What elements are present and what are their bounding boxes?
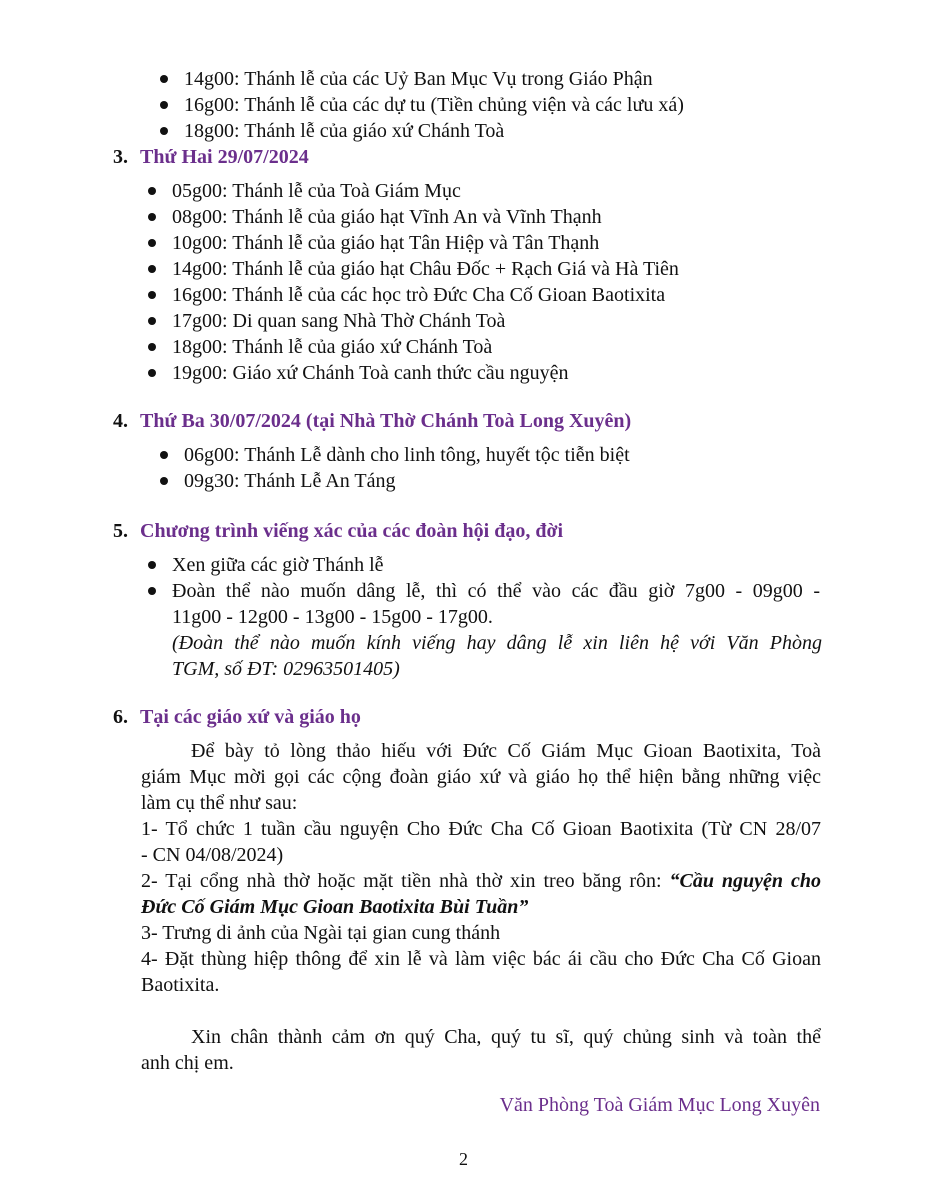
banner-text-line2: Đức Cố Giám Mục Gioan Baotixita Bùi Tuần” [141,896,529,918]
list-item: 16g00: Thánh lễ của các dự tu (Tiền chủng viện và các lưu xá) [160,92,684,118]
list-item: 05g00: Thánh lễ của Toà Giám Mục [148,178,679,204]
bullet-icon [148,291,156,299]
banner-text: “Cầu nguyện cho [669,870,822,892]
bullet-icon [148,343,156,351]
section4-list [160,442,630,494]
list-item: 09g30: Thánh Lễ An Táng [160,468,630,494]
banner-line: 2- Tại cổng nhà thờ hoặc mặt tiền nhà thờ xin treo băng rôn: “Cầu nguyện cho [141,870,822,892]
list-item: 14g00: Thánh lễ của các Uỷ Ban Mục Vụ trong Giáo Phận [160,66,684,92]
list-item: 16g00: Thánh lễ của các học trò Đức Cha Cố Gioan Baotixita [148,282,679,308]
section5-heading: 5. Chương trình viếng xác của các đoàn hội đạo, đời [113,520,564,542]
section3-heading: 3. Thứ Hai 29/07/2024 [113,146,309,168]
section3-list [148,178,679,386]
bullet-icon [148,587,156,595]
list-item: 17g00: Di quan sang Nhà Thờ Chánh Toà [148,308,679,334]
bullet-icon [148,317,156,325]
closing-text: Xin chân thành cảm ơn quý Cha, quý tu sĩ, quý chủng sinh và toàn thể [191,1026,821,1048]
list-item: Xen giữa các giờ Thánh lễ [148,552,820,578]
bullet-icon [160,101,168,109]
bullet-icon [148,561,156,569]
list-item: 14g00: Thánh lễ của giáo hạt Châu Đốc + Rạch Giá và Hà Tiên [148,256,679,282]
list-item: 08g00: Thánh lễ của giáo hạt Vĩnh An và Vĩnh Thạnh [148,204,679,230]
bullet-icon [148,265,156,273]
contact-note-line2: TGM, số ĐT: 02963501405) [172,658,400,680]
closing-text-line2: anh chị em. [141,1052,234,1074]
page-number: 2 [459,1149,468,1169]
section6-body: Để bày tỏ lòng thảo hiếu với Đức Cố Giám Mục Gioan Baotixita, Toà giám Mục mời gọi các cộng đoàn giáo xứ và giáo họ thể hiện bằng những việc làm cụ thể như sau: 1- Tổ chức 1 tuần cầu nguyện Cho Đức Cha Cố Gioan Baotixita (Từ CN 28/07 - CN 04/08/2024) 2- Tại cổng nhà thờ hoặc mặt tiền nhà thờ xin treo băng rôn: “Cầu nguyện cho Đức Cố Giám Mục Gioan Baotixita Bùi Tuần” 3- Trưng di ảnh của Ngài tại gian cung thánh 4- Đặt thùng hiệp thông để xin lễ và làm việc bác ái cầu cho Đức Cha Cố Gioan Baotixita. Xin chân thành cảm ơn quý Cha, quý tu sĩ, quý chủng sinh và toàn thể anh chị em. [141,740,822,1074]
bullet-icon [148,239,156,247]
list-item: 18g00: Thánh lễ của giáo xứ Chánh Toà [148,334,679,360]
section6-heading: 6. Tại các giáo xứ và giáo họ [113,706,361,728]
list-item: 19g00: Giáo xứ Chánh Toà canh thức cầu nguyện [148,360,679,386]
bullet-icon [160,477,168,485]
section4-heading: 4. Thứ Ba 30/07/2024 (tại Nhà Thờ Chánh Toà Long Xuyên) [113,410,632,432]
section2-list [160,66,684,144]
bullet-icon [160,451,168,459]
bullet-icon [160,127,168,135]
section5-list [148,552,820,604]
list-item: 06g00: Thánh Lễ dành cho linh tông, huyết tộc tiễn biệt [160,442,630,468]
list-item: 10g00: Thánh lễ của giáo hạt Tân Hiệp và Tân Thạnh [148,230,679,256]
bullet-icon [148,213,156,221]
bullet-icon [148,187,156,195]
contact-note: (Đoàn thể nào muốn kính viếng hay dâng lễ xin liên hệ với Văn Phòng [172,632,822,654]
list-item: Đoàn thể nào muốn dâng lễ, thì có thể vào các đầu giờ 7g00 - 09g00 - [148,578,820,604]
signature: Văn Phòng Toà Giám Mục Long Xuyên [499,1094,820,1116]
bullet-icon [148,369,156,377]
list-item: 18g00: Thánh lễ của giáo xứ Chánh Toà [160,118,684,144]
section5-continuation: 11g00 - 12g00 - 13g00 - 15g00 - 17g00. (Đoàn thể nào muốn kính viếng hay dâng lễ xin liên hệ với Văn Phòng TGM, số ĐT: 02963501405) [172,606,822,680]
bullet-icon [160,75,168,83]
